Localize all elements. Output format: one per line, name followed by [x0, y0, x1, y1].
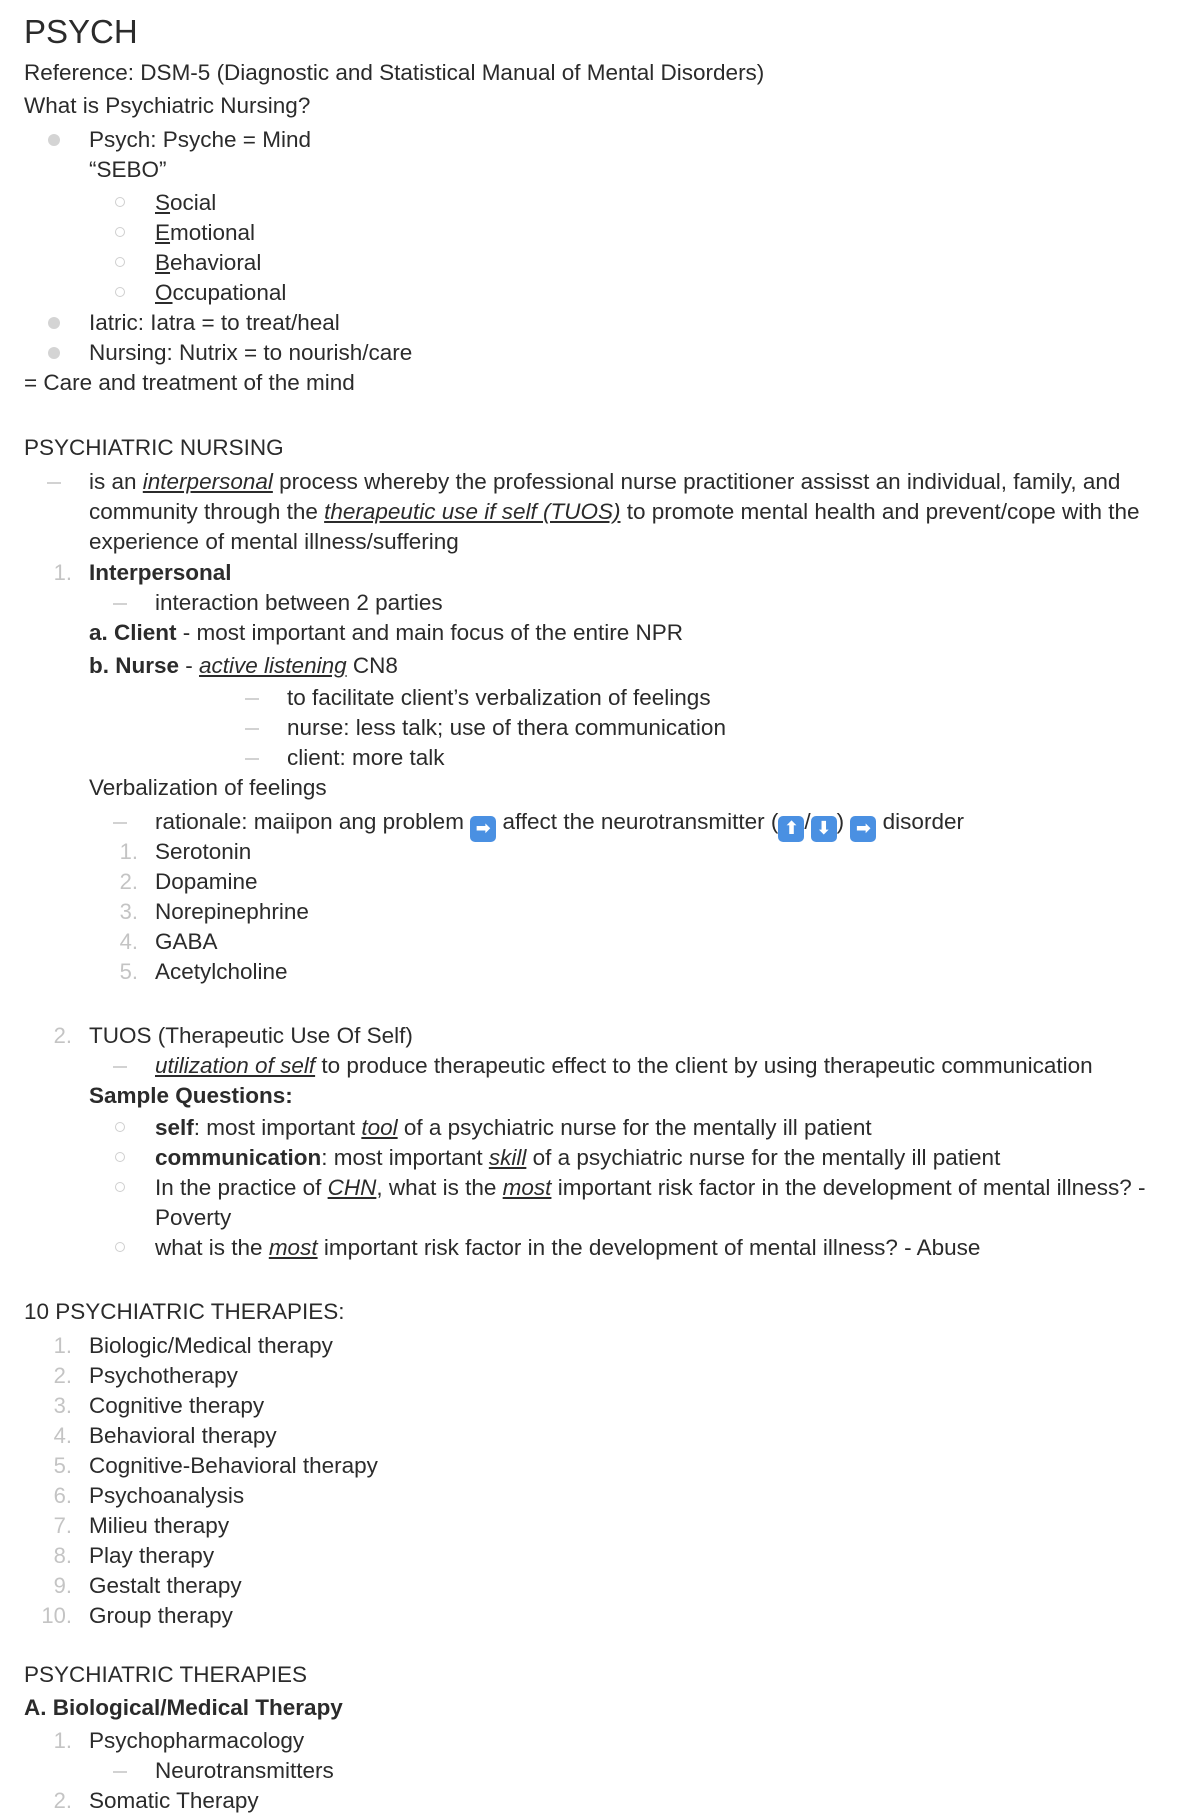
therapy-list-item: Cognitive-Behavioral therapy — [89, 1453, 378, 1478]
list-item-tuos: TUOS (Therapeutic Use Of Self) — [89, 1023, 413, 1048]
sample-questions-heading: Sample Questions: — [89, 1083, 293, 1108]
neurotransmitter-item: Norepinephrine — [155, 899, 309, 924]
dash-bullet-icon — [245, 698, 259, 700]
therapy-item: Somatic Therapy — [89, 1788, 259, 1813]
sebo-item: Emotional — [155, 220, 256, 245]
neurotransmitter-item: Dopamine — [155, 869, 258, 894]
bullet-circle-icon — [115, 197, 125, 207]
list-number: 3. — [53, 1393, 72, 1418]
sub-heading: A. Biological/Medical Therapy — [24, 1695, 343, 1720]
list-number: 1. — [53, 1728, 72, 1753]
list-number: 10. — [41, 1603, 72, 1628]
list-number: 7. — [53, 1513, 72, 1538]
list-number: 3. — [119, 899, 138, 924]
therapy-list-item: Milieu therapy — [89, 1513, 230, 1538]
list-number: 2. — [119, 869, 138, 894]
sample-question: communication: most important skill of a psychiatric nurse for the mentally ill patient — [155, 1145, 1001, 1170]
sample-question: self: most important tool of a psychiatric nurse for the mentally ill patient — [155, 1115, 872, 1140]
up-arrow-icon: ⬆ — [778, 816, 804, 842]
bullet-circle-icon — [115, 1182, 125, 1192]
dash-bullet-icon — [113, 1066, 127, 1068]
therapy-item: Psychopharmacology — [89, 1728, 305, 1753]
verbalization-heading: Verbalization of feelings — [89, 775, 327, 800]
dash-bullet-icon — [113, 1771, 127, 1773]
therapy-list-item: Biologic/Medical therapy — [89, 1333, 333, 1358]
bullet-dot-icon — [48, 134, 60, 146]
list-number: 1. — [53, 1333, 72, 1358]
section-heading: PSYCHIATRIC THERAPIES — [24, 1662, 307, 1687]
list-number: 5. — [53, 1453, 72, 1478]
reference-line: Reference: DSM-5 (Diagnostic and Statistical Manual of Mental Disorders) — [24, 60, 765, 85]
bullet-circle-icon — [115, 257, 125, 267]
right-arrow-icon: ➡ — [470, 816, 496, 842]
rationale-line: rationale: maiipon ang problem ➡ affect the neurotransmitter ( ⬆ / ⬇ ) ➡ disorder — [155, 807, 964, 842]
bullet-dot-icon — [48, 317, 60, 329]
list-number: 4. — [119, 929, 138, 954]
definition-paragraph: is an interpersonal process whereby the professional nurse practitioner assisst an individual, family, and community through the therapeutic use if self (TUOS) to promote mental health and prevent/cope with the experience of mental illness/suffering — [89, 469, 1140, 554]
sebo-item: Occupational — [155, 280, 287, 305]
neurotransmitter-item: GABA — [155, 929, 218, 954]
list-number: 1. — [119, 839, 138, 864]
iatric-item: Iatric: Iatra = to treat/heal — [89, 310, 340, 335]
therapy-subitem: Neurotransmitters — [155, 1758, 334, 1783]
list-number: 5. — [119, 959, 138, 984]
psych-item: Psych: Psyche = Mind — [89, 127, 311, 152]
down-arrow-icon: ⬇ — [811, 816, 837, 842]
right-arrow-icon: ➡ — [850, 816, 876, 842]
sample-question: what is the most important risk factor in the development of mental illness? - Abuse — [155, 1235, 981, 1260]
bullet-dot-icon — [48, 347, 60, 359]
therapy-list-item: Group therapy — [89, 1603, 233, 1628]
bullet-circle-icon — [115, 1152, 125, 1162]
sebo-item: Social — [155, 190, 217, 215]
list-number: 1. — [53, 560, 72, 585]
sebo-item: Behavioral — [155, 250, 262, 275]
section-heading: 10 PSYCHIATRIC THERAPIES: — [24, 1299, 345, 1324]
nurse-point: to facilitate client’s verbalization of feelings — [287, 685, 711, 710]
neurotransmitter-item: Serotonin — [155, 839, 252, 864]
summary-line: = Care and treatment of the mind — [24, 370, 355, 395]
dash-bullet-icon — [245, 758, 259, 760]
list-item-interpersonal: Interpersonal — [89, 560, 232, 585]
nurse-point: nurse: less talk; use of thera communication — [287, 715, 726, 740]
bullet-circle-icon — [115, 287, 125, 297]
sample-question: In the practice of CHN, what is the most important risk factor in the development of mental illness? - — [155, 1175, 1146, 1200]
therapy-list-item: Play therapy — [89, 1543, 215, 1568]
dash-bullet-icon — [113, 603, 127, 605]
list-number: 6. — [53, 1483, 72, 1508]
therapy-list-item: Cognitive therapy — [89, 1393, 265, 1418]
sebo-label: “SEBO” — [89, 157, 167, 182]
nurse-point: client: more talk — [287, 745, 445, 770]
tuos-desc: utilization of self to produce therapeutic effect to the client by using therapeutic communication — [155, 1053, 1093, 1078]
list-number: 2. — [53, 1363, 72, 1388]
therapy-list-item: Behavioral therapy — [89, 1423, 277, 1448]
question-line: What is Psychiatric Nursing? — [24, 93, 311, 118]
nursing-item: Nursing: Nutrix = to nourish/care — [89, 340, 413, 365]
bullet-circle-icon — [115, 227, 125, 237]
therapy-list-item: Psychotherapy — [89, 1363, 238, 1388]
list-number: 2. — [53, 1023, 72, 1048]
dash-bullet-icon — [113, 822, 127, 824]
client-line: a. Client - most important and main focus of the entire NPR — [89, 620, 684, 645]
section-heading: PSYCHIATRIC NURSING — [24, 435, 284, 460]
bullet-circle-icon — [115, 1122, 125, 1132]
neurotransmitter-item: Acetylcholine — [155, 959, 288, 984]
interpersonal-desc: interaction between 2 parties — [155, 590, 443, 615]
list-number: 8. — [53, 1543, 72, 1568]
list-number: 9. — [53, 1573, 72, 1598]
list-number: 4. — [53, 1423, 72, 1448]
therapy-list-item: Gestalt therapy — [89, 1573, 242, 1598]
bullet-circle-icon — [115, 1242, 125, 1252]
therapy-list-item: Psychoanalysis — [89, 1483, 245, 1508]
sample-question-continuation: Poverty — [155, 1205, 232, 1230]
list-number: 2. — [53, 1788, 72, 1813]
nurse-line: b. Nurse - active listening CN8 — [89, 653, 398, 678]
dash-bullet-icon — [47, 482, 61, 484]
page-title: PSYCH — [24, 13, 138, 50]
dash-bullet-icon — [245, 728, 259, 730]
